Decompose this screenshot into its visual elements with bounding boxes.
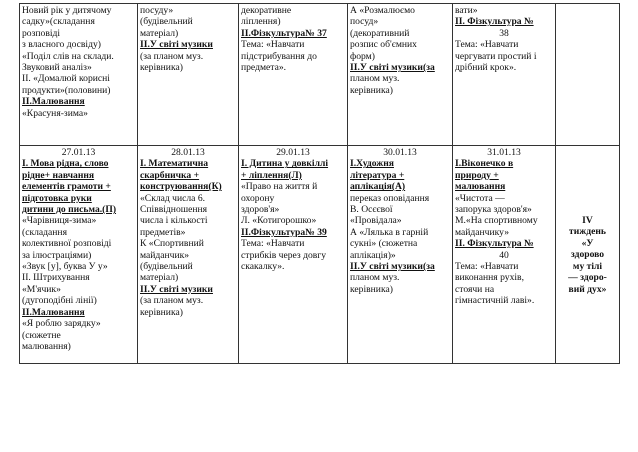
section-heading: І. Дитина у довкіллі bbox=[241, 158, 329, 170]
cell-monday-prev bbox=[20, 4, 138, 146]
text-line: майданчик» bbox=[140, 249, 190, 261]
text-line: дрібний крок». bbox=[455, 62, 517, 74]
text-line: (дугоподібні лінії) bbox=[22, 295, 97, 307]
section-heading: ІІ.У світі музики(за bbox=[350, 62, 435, 74]
section-heading: ІІ.У світі музики bbox=[140, 283, 213, 295]
text-line: (декоративний bbox=[350, 27, 410, 39]
cell-thursday-prev bbox=[348, 4, 453, 146]
table-row bbox=[20, 4, 620, 146]
text-line: за ілюстраціями) bbox=[22, 249, 92, 261]
text-line: переказ оповідання bbox=[350, 192, 430, 204]
schedule-table bbox=[19, 3, 620, 364]
section-heading: природу + bbox=[455, 169, 499, 181]
cell-friday-prev bbox=[453, 4, 556, 146]
text-line: ІІ. Штрихування bbox=[22, 272, 90, 284]
text-line: «Звук [у], буква У у» bbox=[22, 261, 108, 273]
text-line: керівника) bbox=[140, 62, 183, 74]
week-label-line: IV bbox=[582, 215, 593, 227]
text-line: посуду» bbox=[140, 5, 174, 16]
text-line: форм) bbox=[350, 50, 375, 62]
cell-wednesday bbox=[239, 146, 348, 364]
text-line: підстрибування до bbox=[241, 50, 317, 62]
cell-tuesday bbox=[138, 146, 239, 364]
section-heading: ІІ.У світі музики bbox=[140, 39, 213, 51]
section-heading: дитини до письма.(П) bbox=[22, 204, 117, 216]
text-line: «Поділ слів на склади. bbox=[22, 50, 114, 62]
text-line: керівника) bbox=[140, 306, 183, 318]
text-line: керівника) bbox=[350, 283, 393, 295]
text-line: Новий рік у дитячому bbox=[22, 5, 112, 16]
text-line: посуд» bbox=[350, 16, 379, 28]
text-line: М.«На спортивному bbox=[455, 215, 538, 227]
section-heading: елементів грамоти + bbox=[22, 181, 111, 193]
text-line: числа і кількості bbox=[140, 215, 208, 227]
text-line: (за планом муз. bbox=[140, 50, 204, 62]
section-heading: рідне+ навчання bbox=[22, 169, 95, 181]
section-heading: ІІ.Фізкультура№ 39 bbox=[241, 226, 327, 238]
section-heading: ІІ.Фізкультура№ 37 bbox=[241, 27, 327, 39]
section-heading: ІІ. Фізкультура № bbox=[455, 238, 534, 250]
text-line: розповіді bbox=[22, 27, 61, 39]
text-line: Звуковий аналіз» bbox=[22, 62, 92, 74]
text-line: планом муз. bbox=[350, 73, 400, 85]
date-label: 28.01.13 bbox=[171, 147, 205, 158]
text-line: малювання) bbox=[22, 340, 71, 352]
cell-monday bbox=[20, 146, 138, 364]
text-line: вати» bbox=[455, 5, 478, 16]
text-line: (будівельний bbox=[140, 261, 193, 273]
text-line: стрибків через довгу bbox=[241, 249, 327, 261]
week-label-line: тиждень bbox=[569, 226, 606, 238]
week-label-cell bbox=[556, 146, 620, 364]
text-line: 38 bbox=[499, 27, 509, 39]
text-line: матеріал) bbox=[140, 272, 179, 284]
text-line: предмета». bbox=[241, 62, 287, 74]
section-heading: І.Віконечко в bbox=[455, 158, 514, 170]
text-line: «Чистота — bbox=[455, 192, 505, 204]
text-line: В. Осєєвої bbox=[350, 204, 393, 216]
text-line: планом муз. bbox=[350, 272, 400, 284]
cell-tuesday-prev bbox=[138, 4, 239, 146]
text-line: колективної розповіді bbox=[22, 238, 112, 250]
text-line: гімнастичній лаві». bbox=[455, 295, 535, 307]
text-line: ліплення) bbox=[241, 16, 281, 28]
text-line: «Чарівниця-зима» bbox=[22, 215, 97, 227]
text-line: К «Спортивний bbox=[140, 238, 204, 250]
cell-friday bbox=[453, 146, 556, 364]
section-heading: конструювання(К) bbox=[140, 181, 222, 193]
text-line: Тема: «Навчати bbox=[241, 238, 305, 250]
text-line: Тема: «Навчати bbox=[455, 39, 519, 51]
date-label: 29.01.13 bbox=[276, 147, 310, 158]
text-line: (сюжетне bbox=[22, 329, 61, 341]
section-heading: ІІ.Малювання bbox=[22, 96, 85, 108]
text-line: «Провідала» bbox=[350, 215, 402, 227]
date-label: 27.01.13 bbox=[61, 147, 96, 158]
week-label-line: — здоро- bbox=[568, 272, 607, 284]
table-row bbox=[20, 146, 620, 364]
date-label: 30.01.13 bbox=[383, 147, 417, 158]
section-heading: І. Мова рідна, слово bbox=[22, 158, 109, 170]
text-line: майданчику» bbox=[455, 226, 509, 238]
text-line: запорука здоров'я» bbox=[455, 204, 532, 216]
text-line: А «Розмалюємо bbox=[350, 5, 415, 16]
week-label-line: здорово bbox=[570, 249, 605, 261]
text-line: (за планом муз. bbox=[140, 295, 204, 307]
section-heading: + ліплення(Л) bbox=[241, 169, 302, 181]
text-line: ІІ. «Домалюй корисні bbox=[22, 73, 110, 85]
date-label: 31.01.13 bbox=[487, 147, 521, 158]
text-line: «Право на життя й bbox=[241, 181, 318, 193]
section-heading: скарбничка + bbox=[140, 169, 200, 181]
text-line: «Красуня-зима» bbox=[22, 107, 88, 119]
text-line: виконання рухів, bbox=[455, 272, 524, 284]
text-line: А «Лялька в гарній bbox=[350, 226, 429, 238]
section-heading: ІІ. Фізкультура № bbox=[455, 16, 534, 28]
section-heading: ІІ.Малювання bbox=[22, 306, 85, 318]
text-line: аплікація)» bbox=[350, 249, 396, 261]
text-line: чергувати простий і bbox=[455, 50, 537, 62]
text-line: сукні» (сюжетна bbox=[350, 238, 418, 250]
section-heading: І.Художня bbox=[350, 158, 394, 170]
text-line: (складання bbox=[22, 226, 67, 238]
section-heading: аплікація(А) bbox=[350, 181, 406, 193]
text-line: «Я роблю зарядку» bbox=[22, 318, 101, 330]
text-line: Л. «Котигорошко» bbox=[241, 215, 317, 227]
text-line: здоров'я» bbox=[241, 204, 280, 216]
text-line: скакалку». bbox=[241, 261, 285, 273]
cell-week-label-prev bbox=[556, 4, 620, 146]
text-line: розпис об'ємних bbox=[350, 39, 417, 51]
text-line: 40 bbox=[499, 249, 509, 261]
text-line: Тема: «Навчати bbox=[241, 39, 305, 51]
text-line: керівника) bbox=[350, 84, 393, 96]
text-line: охорону bbox=[241, 192, 275, 204]
week-label-line: му тілі bbox=[572, 260, 603, 272]
section-heading: ІІ.У світі музики(за bbox=[350, 261, 435, 273]
section-heading: підготовка руки bbox=[22, 192, 92, 204]
section-heading: І. Математична bbox=[140, 158, 209, 170]
text-line: з власного досвіду) bbox=[22, 39, 101, 51]
cell-thursday bbox=[348, 146, 453, 364]
text-line: «Склад числа 6. bbox=[140, 192, 206, 204]
text-line: предметів» bbox=[140, 226, 186, 238]
text-line: садку»(складання bbox=[22, 16, 95, 28]
section-heading: малювання bbox=[455, 181, 506, 193]
week-label-line: вий дух» bbox=[568, 283, 607, 295]
text-line: Співвідношення bbox=[140, 204, 208, 216]
text-line: продукти»(половини) bbox=[22, 84, 111, 96]
cell-wednesday-prev bbox=[239, 4, 348, 146]
text-line: декоративне bbox=[241, 5, 292, 16]
text-line: Тема: «Навчати bbox=[455, 261, 519, 273]
week-label-line: «У bbox=[581, 237, 594, 249]
text-line: «М'ячик» bbox=[22, 283, 61, 295]
text-line: (будівельний bbox=[140, 16, 193, 28]
text-line: стоячи на bbox=[455, 283, 495, 295]
section-heading: література + bbox=[350, 169, 405, 181]
text-line: матеріал) bbox=[140, 27, 179, 39]
